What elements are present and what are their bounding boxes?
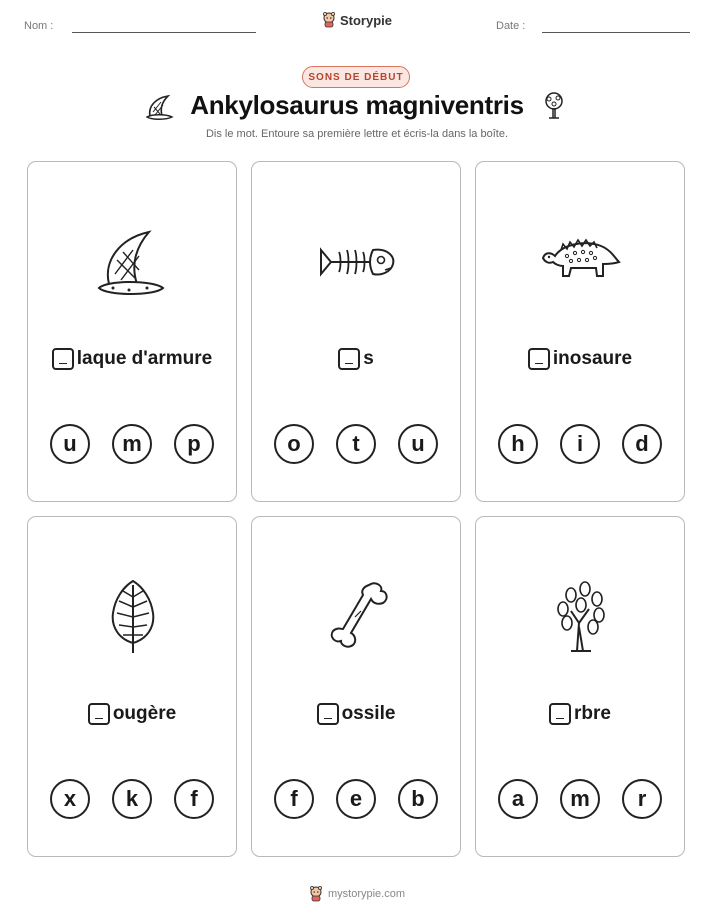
letter-choices (28, 424, 236, 464)
fern-leaf-icon (93, 577, 173, 657)
letter-choices (28, 779, 236, 819)
word-text: rbre (574, 703, 611, 724)
answer-box[interactable] (338, 348, 360, 370)
answer-box[interactable] (317, 703, 339, 725)
footer (0, 886, 714, 905)
letter-choice[interactable]: m (112, 424, 152, 464)
letter-choice[interactable]: k (112, 779, 152, 819)
topic-badge: SONS DE DÉBUT (302, 66, 410, 88)
letter-choice[interactable]: b (398, 779, 438, 819)
word-row (28, 703, 236, 725)
answer-box[interactable] (52, 348, 74, 370)
letter-choices (476, 779, 684, 819)
instructions: Dis le mot. Entoure sa première lettre et écris-la dans la boîte. (205, 128, 509, 140)
word-card (475, 516, 685, 857)
letter-choice[interactable]: t (336, 424, 376, 464)
letter-choice[interactable]: r (622, 779, 662, 819)
word-text: laque d'armure (76, 348, 213, 369)
letter-choice[interactable]: i (560, 424, 600, 464)
letter-choice[interactable]: x (50, 779, 90, 819)
word-text: ougère (112, 703, 177, 724)
claw-icon (93, 222, 173, 302)
word-card (251, 516, 461, 857)
answer-box[interactable] (88, 703, 110, 725)
letter-choice[interactable]: h (498, 424, 538, 464)
answer-box[interactable] (549, 703, 571, 725)
word-row (476, 703, 684, 725)
page-title: Ankylosaurus magniventris (190, 90, 524, 120)
ankylosaurus-icon (541, 222, 621, 302)
word-row (252, 703, 460, 725)
letter-choice[interactable]: f (174, 779, 214, 819)
bone-icon (317, 577, 397, 657)
letter-choices (252, 779, 460, 819)
word-row (476, 348, 684, 370)
word-row (252, 348, 460, 370)
brand-name: Storypie (339, 12, 392, 28)
letter-choice[interactable]: d (622, 424, 662, 464)
letter-choice[interactable]: o (274, 424, 314, 464)
fish-skeleton-icon (317, 222, 397, 302)
date-label: Date : (496, 20, 526, 32)
tree-icon (538, 90, 570, 122)
letter-choices (252, 424, 460, 464)
name-label: Nom : (24, 20, 54, 32)
letter-choices (476, 424, 684, 464)
word-text: s (363, 348, 374, 369)
letter-choice[interactable]: a (498, 779, 538, 819)
mascot-icon (322, 12, 336, 28)
letter-choice[interactable]: e (336, 779, 376, 819)
mascot-icon (309, 886, 323, 902)
footer-url[interactable]: mystorypie.com (327, 888, 406, 900)
letter-choice[interactable]: p (174, 424, 214, 464)
tree-icon (541, 577, 621, 657)
date-line[interactable] (542, 32, 690, 33)
letter-choice[interactable]: u (398, 424, 438, 464)
word-card (27, 516, 237, 857)
word-card (251, 161, 461, 502)
brand (0, 12, 714, 33)
word-card (27, 161, 237, 502)
word-card (475, 161, 685, 502)
word-row (28, 348, 236, 370)
word-text: ossile (341, 703, 396, 724)
word-text: inosaure (552, 348, 633, 369)
letter-choice[interactable]: m (560, 779, 600, 819)
letter-choice[interactable]: f (274, 779, 314, 819)
letter-choice[interactable]: u (50, 424, 90, 464)
answer-box[interactable] (528, 348, 550, 370)
